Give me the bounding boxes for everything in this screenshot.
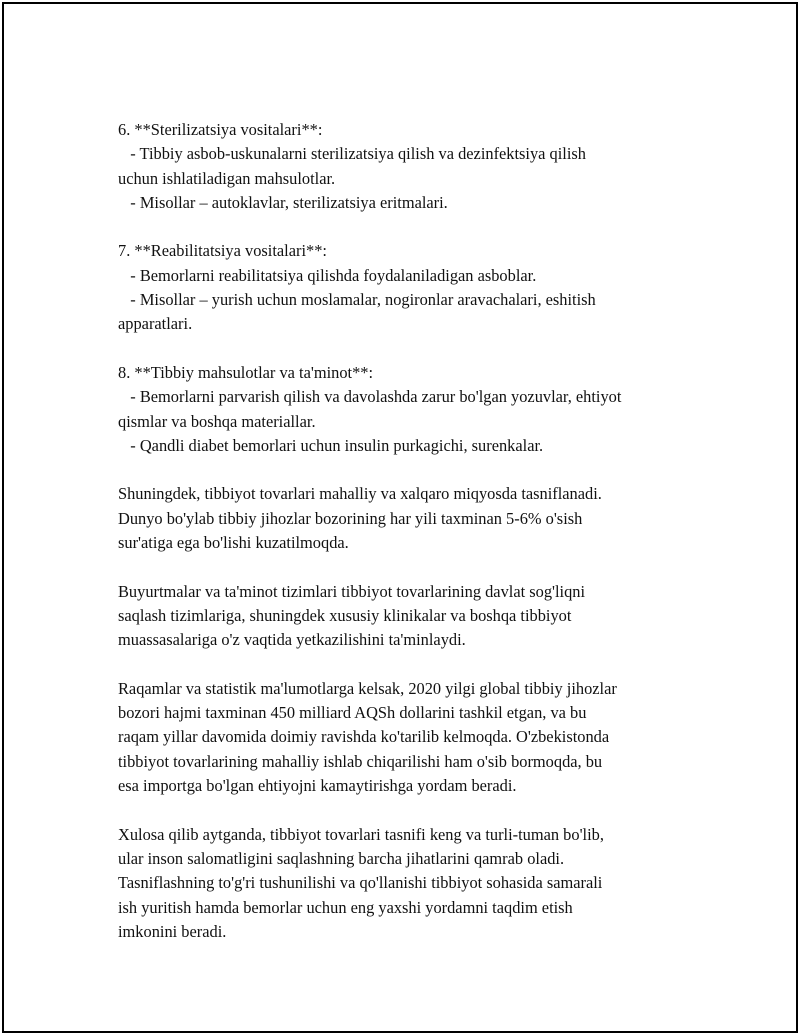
section-heading: 6. **Sterilizatsiya vositalari**: [118, 120, 323, 139]
section-heading: 8. **Tibbiy mahsulotlar va ta'minot**: [118, 362, 374, 382]
paragraph-gap [118, 653, 698, 677]
section-rehabilitation [118, 239, 698, 336]
body-line: saqlash tizimlariga, shuningdek xususiy klinikalar va boshqa tibbiyot [118, 605, 572, 625]
paragraph-gap [118, 555, 698, 579]
body-line: qismlar va boshqa materiallar. [118, 411, 316, 431]
paragraph-gap [118, 337, 698, 361]
body-line: - Misollar – yurish uchun moslamalar, nogironlar aravachalari, eshitish [118, 290, 596, 310]
body-line: - Bemorlarni reabilitatsiya qilishda foydalaniladigan asboblar. [118, 265, 537, 285]
section-medical-supplies [118, 361, 698, 458]
body-line: esa importga bo'lgan ehtiyojni kamaytirishga yordam beradi. [118, 776, 517, 796]
document-body [118, 118, 698, 944]
section-sterilization [118, 118, 698, 215]
body-line: Shuningdek, tibbiyot tovarlari mahalliy va xalqaro miqyosda tasniflanadi. [118, 484, 602, 504]
paragraph-statistics [118, 677, 698, 798]
body-line: sur'atiga ega bo'lishi kuzatilmoqda. [118, 533, 349, 553]
body-line: Buyurtmalar va ta'minot tizimlari tibbiyot tovarlarining davlat sog'liqni [118, 581, 586, 601]
body-line: Dunyo bo'ylab tibbiy jihozlar bozorining har yili taxminan 5-6% o'sish [118, 508, 583, 528]
body-line: tibbiyot tovarlarining mahalliy ishlab chiqarilishi ham o'sib bormoqda, bu [118, 751, 603, 771]
paragraph-classification [118, 482, 698, 555]
body-line: Xulosa qilib aytganda, tibbiyot tovarlari tasnifi keng va turli-tuman bo'lib, [118, 824, 604, 844]
paragraph-gap [118, 798, 698, 822]
body-line: Tasniflashning to'g'ri tushunilishi va qo'llanishi tibbiyot sohasida samarali [118, 873, 603, 893]
paragraph-supply-systems [118, 580, 698, 653]
body-line: uchun ishlatiladigan mahsulotlar. [118, 168, 336, 188]
body-line: - Qandli diabet bemorlari uchun insulin purkagichi, surenkalar. [118, 435, 544, 455]
body-line: Raqamlar va statistik ma'lumotlarga kelsak, 2020 yilgi global tibbiy jihozlar [118, 678, 617, 698]
body-line: - Bemorlarni parvarish qilish va davolashda zarur bo'lgan yozuvlar, ehtiyot [118, 387, 622, 407]
paragraph-conclusion [118, 823, 698, 944]
body-line: bozori hajmi taxminan 450 milliard AQSh dollarini tashkil etgan, va bu [118, 703, 587, 723]
body-line: - Tibbiy asbob-uskunalarni sterilizatsiya qilish va dezinfektsiya qilish [118, 144, 586, 164]
body-line: ish yuritish hamda bemorlar uchun eng yaxshi yordamni taqdim etish [118, 897, 573, 917]
body-line: muassasalariga o'z vaqtida yetkazilishini ta'minlaydi. [118, 630, 466, 650]
body-line: raqam yillar davomida doimiy ravishda ko'tarilib kelmoqda. O'zbekistonda [118, 727, 610, 747]
body-line: apparatlari. [118, 314, 193, 334]
section-heading: 7. **Reabilitatsiya vositalari**: [118, 241, 327, 261]
body-line: ular inson salomatligini saqlashning barcha jihatlarini qamrab oladi. [118, 848, 565, 868]
body-line: imkonini beradi. [118, 921, 227, 941]
paragraph-gap [118, 458, 698, 482]
body-line: - Misollar – autoklavlar, sterilizatsiya eritmalari. [118, 192, 448, 212]
paragraph-gap [118, 215, 698, 239]
